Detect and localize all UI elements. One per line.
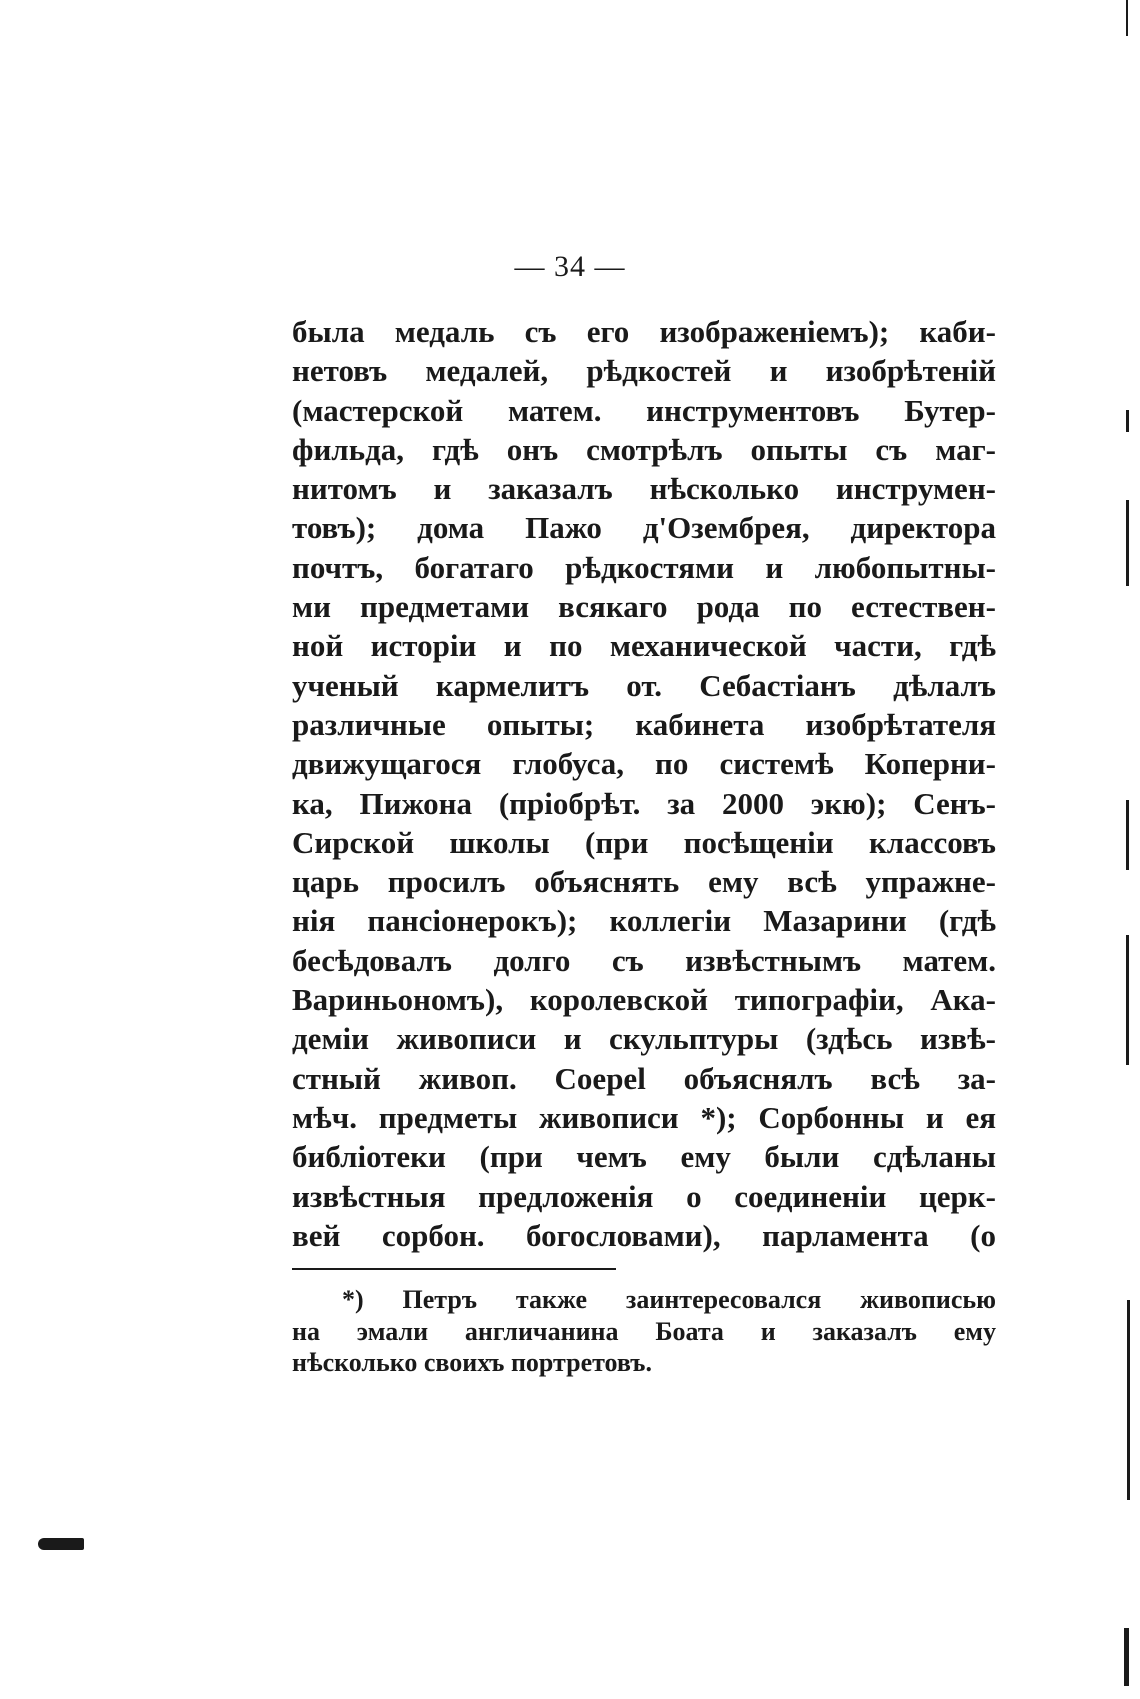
text-line: мѣч. предметы живописи *); Сорбонны и ея	[292, 1099, 996, 1135]
text-line: ной исторіи и по механической части, гдѣ	[292, 628, 996, 664]
text-line: извѣстныя предложенія о соединеніи церк-	[292, 1178, 996, 1214]
text-line: товъ); дома Пажо д'Озембрея, директора	[292, 510, 996, 546]
text-line: нетовъ медалей, рѣдкостей и изобрѣтеній	[292, 353, 996, 389]
text-line: вей сорбон. богословами), парламента (о	[292, 1217, 996, 1253]
scan-edge-mark	[1126, 0, 1128, 36]
scan-edge-mark	[1124, 1628, 1129, 1686]
text-line: библіотеки (при чемъ ему были сдѣланы	[292, 1139, 996, 1175]
footnote-line: *) Петръ также заинтересовался живописью	[342, 1285, 996, 1314]
text-line: стный живоп. Coepel объяснялъ всѣ за-	[292, 1060, 996, 1096]
scan-edge-mark	[1126, 500, 1129, 586]
text-line: Сирской школы (при посѣщеніи классовъ	[292, 824, 996, 860]
text-line: фильда, гдѣ онъ смотрѣлъ опыты съ маг-	[292, 431, 996, 467]
footnote-rule	[292, 1268, 616, 1270]
footnote-line: на эмали англичанина Боата и заказалъ ему	[292, 1316, 996, 1346]
text-line: Вариньономъ), королевской типографіи, Ака-	[292, 982, 996, 1018]
footnote	[292, 1284, 996, 1379]
scan-edge-mark	[1126, 935, 1129, 1065]
main-text	[292, 312, 996, 1255]
text-line: деміи живописи и скульптуры (здѣсь извѣ-	[292, 1021, 996, 1057]
text-line: бесѣдовалъ долго съ извѣстнымъ матем.	[292, 942, 996, 978]
text-line: движущагося глобуса, по системѣ Коперни-	[292, 746, 996, 782]
scan-blot	[38, 1538, 84, 1550]
footnote-line: нѣсколько своихъ портретовъ.	[292, 1348, 652, 1377]
text-line: почтъ, богатаго рѣдкостями и любопытны-	[292, 549, 996, 585]
scan-edge-mark	[1126, 800, 1129, 870]
text-line: нитомъ и заказалъ нѣсколько инструмен-	[292, 471, 996, 507]
text-line: нія пансіонерокъ); коллегіи Мазарини (гдѣ	[292, 903, 996, 939]
scan-edge-mark	[1127, 1300, 1130, 1500]
text-line: различные опыты; кабинета изобрѣтателя	[292, 706, 996, 742]
page-number: — 34 —	[514, 250, 626, 283]
text-line: ка, Пижона (пріобрѣт. за 2000 экю); Сенъ-	[292, 785, 996, 821]
scan-edge-mark	[1126, 410, 1129, 432]
text-line: ми предметами всякаго рода по естествен-	[292, 589, 996, 625]
text-line: была медаль съ его изображеніемъ); каби-	[292, 314, 996, 349]
text-line: (мастерской матем. инструментовъ Бутер-	[292, 392, 996, 428]
text-line: ученый кармелитъ от. Себастіанъ дѣлалъ	[292, 667, 996, 703]
text-line: царь просилъ объяснять ему всѣ упражне-	[292, 864, 996, 900]
